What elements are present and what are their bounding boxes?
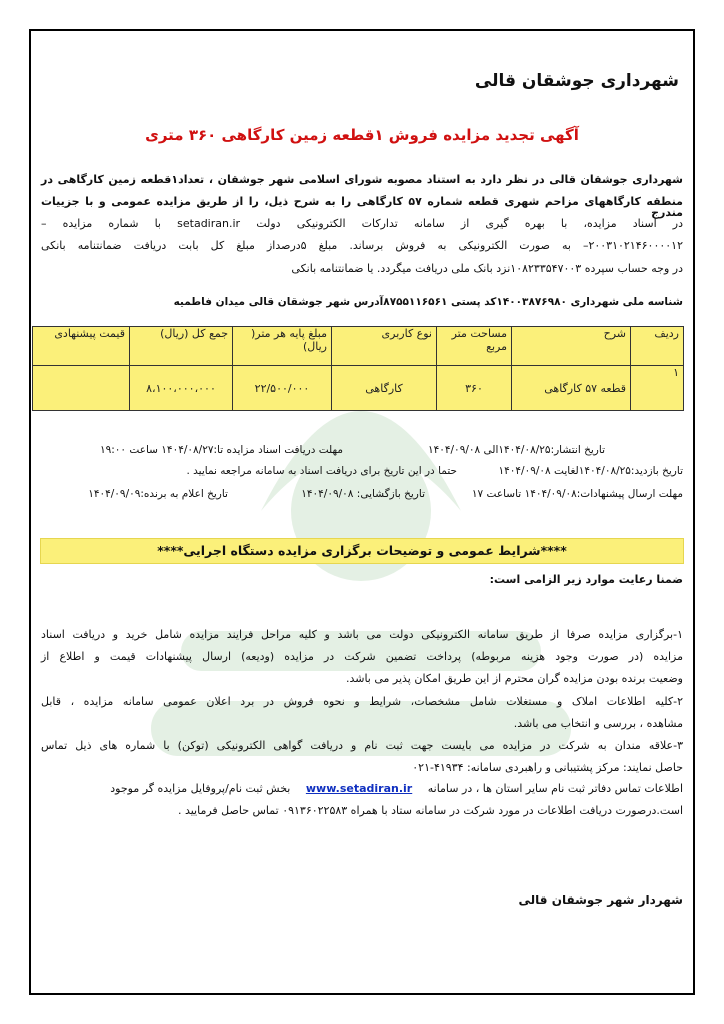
table-cell: ۳۶۰ — [437, 366, 512, 411]
col-header: قیمت پیشنهادی — [33, 327, 130, 366]
table-cell: قطعه ۵۷ کارگاهی — [512, 366, 631, 411]
organization-name: شهرداری جوشقان قالی — [474, 71, 679, 91]
setadiran-link[interactable]: www.setadiran.ir — [305, 782, 413, 795]
winner-date: تاریخ اعلام به برنده:۱۴۰۴/۰۹/۰۹ — [88, 488, 228, 500]
rule-line-contact — [41, 783, 683, 794]
mayor-signature: شهردار شهر جوشقان قالی — [518, 893, 683, 907]
rule-line: ۲-کلیه اطلاعات املاک و مستغلات شامل مشخصات، شرایط و نحوه فروش در برد اعلان عمومی سامانه مزایده ، قابل — [41, 695, 683, 708]
notice-sheet — [29, 29, 695, 995]
rule-text: اطلاعات تماس دفاتر ثبت نام سایر استان ها ، در سامانه — [427, 782, 683, 795]
publish-date: تاریخ انتشار:۱۴۰۴/۰۸/۲۵الی ۱۴۰۴/۰۹/۰۸ — [427, 444, 605, 456]
opening-date: تاریخ بازگشایی: ۱۴۰۴/۰۹/۰۸ — [301, 488, 425, 500]
col-header: مساحت متر مربع — [437, 327, 512, 366]
visit-date: تاریخ بازدید:۱۴۰۴/۰۸/۲۵لغایت ۱۴۰۴/۰۹/۰۸ — [498, 465, 683, 477]
rule-line: مشاهده ، بررسی و انتخاب می باشد. — [513, 717, 683, 730]
items-table — [32, 326, 684, 411]
conditions-banner: ****شرایط عمومی و توضیحات برگزاری مزایده دستگاه اجرایی**** — [40, 538, 684, 564]
col-header: مبلغ پایه هر متر( ریال) — [233, 327, 332, 366]
table-cell: کارگاهی — [332, 366, 437, 411]
rule-line: ۱-برگزاری مزایده صرفا از طریق سامانه الکترونیکی دولت می باشد و کلیه مراحل فرایند مزایده شامل خرید و دریافت اسناد — [41, 628, 683, 641]
table-cell — [33, 366, 130, 411]
intro-line-5: در وجه حساب سپرده ۱۰۸۲۳۳۵۴۷۰۰۳نزد بانک ملی دریافت میگردد. یا ضمانتنامه بانکی — [291, 262, 683, 275]
rule-line: ۳-علاقه مندان به شرکت در مزایده می بایست جهت ثبت نام و دریافت گواهی الکترونیکی (توکن) با شماره های ذیل تماس — [41, 739, 683, 752]
col-header: نوع کاربری — [332, 327, 437, 366]
intro-line-4: ۲۰۰۳۱۰۲۱۴۶۰۰۰۰۱۲– به صورت الکترونیکی به فروش برساند. مبلغ ۵درصداز مبلغ کل بابت دریافت ضمانتنامه بانکی — [41, 239, 683, 252]
rule-line: وضعیت برنده بودن مزایده گران محترم از این طریق امکان پذیر می باشد. — [345, 672, 683, 685]
col-header: جمع کل (ریال) — [130, 327, 233, 366]
address-line: شناسه ملی شهرداری ۱۴۰۰۳۸۷۶۹۸۰کد پستی ۸۷۵۵۱۱۶۵۶۱آدرس شهر جوشقان قالی میدان فاطمیه — [173, 296, 683, 308]
col-header: شرح — [512, 327, 631, 366]
ad-title: آگهی تجدید مزایده فروش ۱قطعه زمین کارگاهی ۳۶۰ متری — [145, 126, 579, 144]
table-cell: ۸،۱۰۰،۰۰۰،۰۰۰ — [130, 366, 233, 411]
rule-line: است.درصورت دریافت اطلاعات در مورد شرکت در سامانه ستاد با همراه ۰۹۱۳۶۰۲۲۵۸۳ تماس حاصل فرمایید . — [177, 804, 683, 817]
submit-deadline: مهلت ارسال پیشنهادات:۱۴۰۴/۰۹/۰۸ تاساعت ۱۷ — [471, 488, 683, 500]
rule-text: بخش ثبت نام/پروفایل مزایده گر موجود — [110, 782, 291, 795]
table-cell: ۲۲/۵۰۰/۰۰۰ — [233, 366, 332, 411]
mandatory-note: ضمنا رعایت موارد زیر الزامی است: — [489, 573, 683, 586]
intro-line-3: در اسناد مزایده، با بهره گیری از سامانه تدارکات الکترونیکی دولت setadiran.ir با شماره مزایده – — [41, 217, 683, 230]
rule-line: حاصل نمایند: مرکز پشتیبانی و راهبردی سامانه: ۴۱۹۳۴-۰۲۱ — [412, 761, 683, 774]
doc-deadline: مهلت دریافت اسناد مزایده تا:۱۴۰۴/۰۸/۲۷ ساعت ۱۹:۰۰ — [99, 444, 343, 456]
visit-note: حتما در این تاریخ برای دریافت اسناد به سامانه مراجعه نمایید . — [186, 465, 457, 477]
intro-line-1: شهرداری جوشقان قالی در نظر دارد به استناد مصوبه شورای اسلامی شهر جوشقان ، تعداد۱قطعه زمین کارگاهی در — [41, 173, 683, 186]
rule-line: مزایده (در صورت وجود هزینه مربوطه) پرداخت تضمین شرکت در مزایده (ودیعه) ارسال پیشنهادات قیمت و اطلاع از — [41, 650, 683, 663]
intro-line-2: منطقه کارگاههای مزاحم شهری قطعه شماره ۵۷ کارگاهی را به شرح ذیل، را از طریق مزایده عمومی و با جزییات مندرج — [41, 195, 683, 219]
table-row — [33, 366, 684, 411]
col-header: ردیف — [631, 327, 684, 366]
table-header-row — [33, 327, 684, 366]
table-cell: ۱ — [631, 366, 684, 411]
